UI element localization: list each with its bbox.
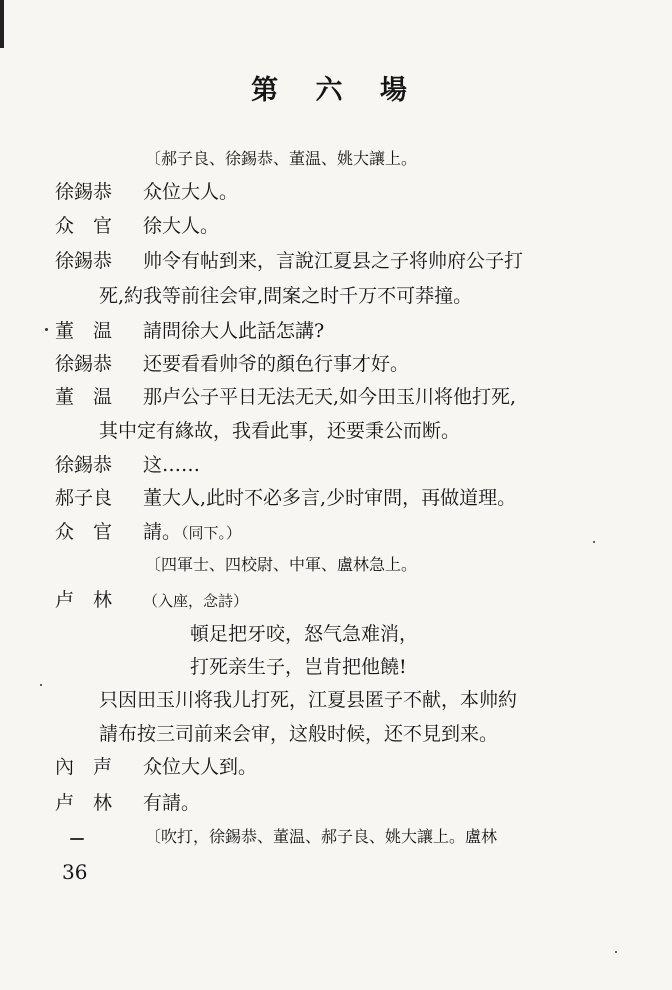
dialogue-line	[55, 211, 219, 238]
speaker-name: 众 官	[55, 521, 113, 543]
dialogue-line	[55, 517, 241, 544]
stage-aside: （同下。）	[181, 524, 242, 542]
verse-line: 頓足把牙咬，怒气急难消，	[190, 623, 419, 645]
speaker-name: 內 声	[55, 756, 113, 778]
scan-speck	[45, 328, 48, 331]
dialogue-text: 那卢公子平日无法无天,如今田玉川将他打死,	[143, 386, 517, 408]
speaker-name: 徐錫恭	[55, 250, 113, 272]
dialogue-text: 还要看看帅爷的顏色行事才好。	[143, 353, 410, 375]
dialogue-line	[55, 752, 257, 779]
dialogue-line	[55, 349, 409, 376]
speaker-name: 徐錫恭	[55, 181, 113, 203]
dialogue-line	[55, 246, 523, 273]
speaker-name: 董 温	[55, 386, 113, 408]
dialogue-text: 这……	[143, 454, 201, 476]
dialogue-line	[55, 177, 238, 204]
scan-speck	[40, 684, 42, 686]
speaker-name: 众 官	[55, 215, 113, 237]
dialogue-line	[55, 316, 324, 343]
dialogue-continuation: 死,約我等前往会审,問案之时千万不可莽撞。	[99, 285, 473, 307]
dialogue-text: 众位大人。	[143, 181, 239, 203]
scan-speck	[70, 838, 84, 840]
speaker-name: 徐錫恭	[55, 353, 113, 375]
page-edge-mark	[0, 0, 4, 48]
dialogue-line	[55, 382, 516, 409]
stage-direction: 〔郝子良、徐錫恭、董温、姚大讓上。	[145, 149, 418, 168]
dialogue-text: 徐大人。	[143, 215, 220, 237]
stage-aside: （入座，念詩）	[143, 592, 249, 610]
dialogue-text: 請問徐大人此話怎講?	[143, 320, 325, 342]
dialogue-line	[55, 788, 200, 815]
speaker-name: 郝子良	[55, 487, 113, 509]
speaker-name: 董 温	[55, 320, 113, 342]
dialogue-line	[55, 483, 516, 510]
scene-title: 第 六 場	[251, 75, 421, 106]
verse-line: 打死亲生子，岂肯把他饒!	[190, 656, 407, 678]
speaker-name: 徐錫恭	[55, 454, 113, 476]
speaker-name: 卢 林	[55, 589, 113, 611]
dialogue-continuation: 請布按三司前来会审，这般时候，还不見到来。	[99, 723, 499, 745]
scan-speck	[593, 541, 595, 543]
dialogue-text: 請。	[143, 521, 182, 543]
dialogue-continuation: 其中定有緣故，我看此事，还要秉公而断。	[99, 420, 461, 442]
dialogue-line	[55, 450, 200, 477]
stage-direction: 〔吹打，徐錫恭、董温、郝子良、姚大讓上。盧林	[145, 827, 498, 846]
scan-speck	[615, 951, 617, 953]
stage-direction: 〔四軍士、四校尉、中軍、盧林急上。	[145, 555, 418, 574]
dialogue-continuation: 只因田玉川将我儿打死，江夏县匿子不献，本帅約	[99, 689, 518, 711]
dialogue-text: 众位大人到。	[143, 756, 258, 778]
page-number: 36	[62, 860, 88, 884]
dialogue-text: 有請。	[143, 792, 201, 814]
dialogue-line	[55, 585, 248, 612]
speaker-name: 卢 林	[55, 792, 113, 814]
dialogue-text: 董大人,此时不必多言,少时审問，再做道理。	[143, 487, 517, 509]
dialogue-text: 帅令有帖到来，言說江夏县之子将帅府公子打	[143, 250, 524, 272]
